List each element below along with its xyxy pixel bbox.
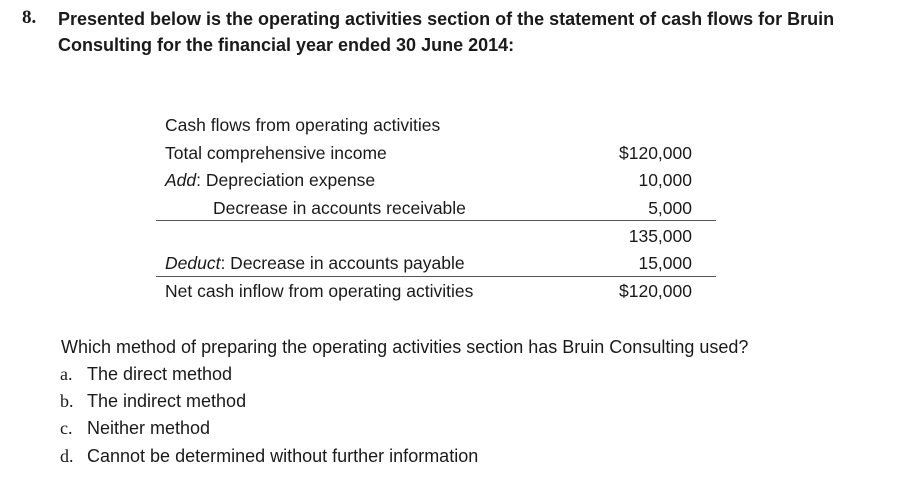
question-text: Presented below is the operating activities section of the statement of cash flows for Bruin Consulting for the financial year ended 30 June 2014:: [58, 9, 835, 55]
option-letter: c.: [60, 418, 73, 438]
option-letter: d.: [60, 446, 74, 466]
row-amount-depreciation: 10,000: [638, 170, 692, 190]
question-number: 8.: [22, 7, 37, 28]
option-letter: a.: [60, 364, 73, 384]
method-question: Which method of preparing the operating activities section has Bruin Consulting used?: [61, 337, 749, 357]
row-amount-subtotal: 135,000: [628, 226, 692, 246]
depreciation-label: : Depreciation expense: [196, 170, 376, 190]
row-label-decrease-payable: [165, 252, 465, 274]
subtotal-rule: [156, 220, 716, 221]
add-prefix: Add: [165, 170, 197, 190]
option-text: Cannot be determined without further information: [87, 446, 479, 466]
row-amount-decrease-payable: 15,000: [638, 253, 692, 273]
option-letter: b.: [60, 391, 74, 411]
option-c[interactable]: [60, 416, 210, 440]
option-b[interactable]: [60, 389, 246, 413]
total-rule: [156, 276, 716, 277]
option-d[interactable]: [60, 444, 478, 468]
option-text: The indirect method: [87, 391, 247, 411]
row-label-total-comprehensive-income: Total comprehensive income: [165, 143, 387, 163]
option-text: The direct method: [87, 364, 233, 384]
row-amount-total-comprehensive-income: $120,000: [619, 143, 692, 163]
row-label-decrease-receivable: Decrease in accounts receivable: [213, 198, 466, 218]
row-label-depreciation: [165, 169, 375, 191]
option-text: Neither method: [87, 418, 211, 438]
statement-heading: Cash flows from operating activities: [165, 115, 441, 135]
option-a[interactable]: [60, 362, 232, 386]
row-label-net-cash-inflow: Net cash inflow from operating activities: [165, 281, 474, 301]
row-amount-net-cash-inflow: $120,000: [619, 281, 692, 301]
row-amount-decrease-receivable: 5,000: [648, 198, 692, 218]
deduct-prefix: Deduct: [165, 253, 221, 273]
decrease-payable-label: : Decrease in accounts payable: [220, 253, 465, 273]
